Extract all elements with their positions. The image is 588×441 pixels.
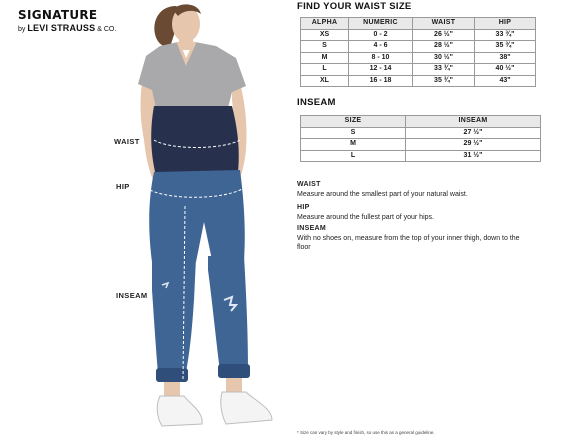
cell-inseam: 27 ½" bbox=[406, 127, 541, 139]
cell-numeric: 4 - 6 bbox=[349, 41, 413, 53]
brand-sub-suffix: & CO. bbox=[97, 26, 117, 33]
guide-waist bbox=[297, 180, 532, 199]
cell-alpha: XL bbox=[301, 75, 349, 87]
header-alpha: ALPHA bbox=[301, 18, 349, 30]
cell-waist: 28 ½" bbox=[413, 41, 475, 53]
cell-numeric: 16 - 18 bbox=[349, 75, 413, 87]
cell-waist: 26 ½" bbox=[413, 29, 475, 41]
table-row bbox=[301, 127, 541, 139]
cell-alpha: S bbox=[301, 41, 349, 53]
guide-hip-text: Measure around the fullest part of your hips. bbox=[297, 213, 434, 221]
brand-sub-prefix: by bbox=[18, 26, 26, 33]
waist-size-table bbox=[300, 17, 536, 87]
cell-size: L bbox=[301, 150, 406, 162]
guide-hip bbox=[297, 203, 532, 222]
cell-size: M bbox=[301, 139, 406, 151]
left-sneaker-shape bbox=[157, 396, 202, 426]
brand-name: SIGNATURE bbox=[18, 8, 98, 22]
table-row bbox=[301, 150, 541, 162]
inseam-table bbox=[300, 115, 541, 162]
header-inseam: INSEAM bbox=[406, 116, 541, 128]
table-header-row bbox=[301, 116, 541, 128]
cell-hip: 35 ¾" bbox=[475, 41, 536, 53]
maternity-band-shape bbox=[151, 106, 239, 176]
cell-alpha: M bbox=[301, 52, 349, 64]
jeans-left-leg-shape bbox=[152, 258, 196, 374]
cell-hip: 40 ½" bbox=[475, 64, 536, 76]
table-header-row bbox=[301, 18, 536, 30]
right-cuff-shape bbox=[218, 364, 250, 378]
inseam-figure-label: INSEAM bbox=[116, 291, 148, 300]
guide-inseam bbox=[297, 224, 532, 253]
right-sneaker-shape bbox=[221, 392, 272, 424]
cell-waist: 33 ¾" bbox=[413, 64, 475, 76]
guide-hip-title: HIP bbox=[297, 204, 310, 211]
guide-waist-title: WAIST bbox=[297, 181, 321, 188]
cell-hip: 33 ¾" bbox=[475, 29, 536, 41]
jeans-right-leg-shape bbox=[208, 256, 248, 372]
table-row bbox=[301, 75, 536, 87]
header-numeric: NUMERIC bbox=[349, 18, 413, 30]
cell-hip: 38" bbox=[475, 52, 536, 64]
left-cuff-shape bbox=[156, 368, 188, 382]
cell-numeric: 12 - 14 bbox=[349, 64, 413, 76]
cell-size: S bbox=[301, 127, 406, 139]
inseam-title: INSEAM bbox=[297, 97, 336, 108]
cell-inseam: 31 ½" bbox=[406, 150, 541, 162]
guide-inseam-title: INSEAM bbox=[297, 225, 327, 232]
model-illustration bbox=[0, 0, 290, 441]
cell-waist: 30 ½" bbox=[413, 52, 475, 64]
guide-waist-text: Measure around the smallest part of your natural waist. bbox=[297, 190, 468, 198]
waist-size-title: FIND YOUR WAIST SIZE bbox=[297, 1, 412, 12]
cell-inseam: 29 ½" bbox=[406, 139, 541, 151]
cell-hip: 43" bbox=[475, 75, 536, 87]
model-figure bbox=[0, 0, 290, 441]
table-row bbox=[301, 41, 536, 53]
header-hip: HIP bbox=[475, 18, 536, 30]
table-row bbox=[301, 29, 536, 41]
brand-sub-name: LEVI STRAUSS bbox=[27, 23, 96, 33]
cell-waist: 35 ¾" bbox=[413, 75, 475, 87]
header-waist: WAIST bbox=[413, 18, 475, 30]
table-row bbox=[301, 52, 536, 64]
cell-numeric: 0 - 2 bbox=[349, 29, 413, 41]
footnote: * Size can vary by style and finish, so use this as a general guideline. bbox=[297, 430, 435, 435]
header-size: SIZE bbox=[301, 116, 406, 128]
table-row bbox=[301, 64, 536, 76]
cell-numeric: 8 - 10 bbox=[349, 52, 413, 64]
cell-alpha: L bbox=[301, 64, 349, 76]
table-row bbox=[301, 139, 541, 151]
cell-alpha: XS bbox=[301, 29, 349, 41]
guide-inseam-text: With no shoes on, measure from the top of your inner thigh, down to the floor bbox=[297, 234, 520, 251]
waist-figure-label: WAIST bbox=[114, 137, 140, 146]
hip-figure-label: HIP bbox=[116, 182, 130, 191]
jeans-upper-shape bbox=[149, 170, 245, 262]
